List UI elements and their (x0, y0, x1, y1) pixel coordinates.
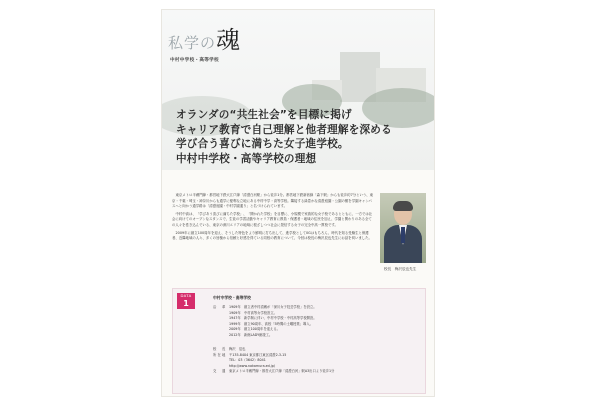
data-label-number: 1 (183, 299, 189, 308)
series-title-big: 魂 (216, 26, 241, 54)
address-line: 〒135-8404 東京都江東区清澄2-3-15 (229, 352, 287, 357)
series-title-main: 私学の (168, 34, 217, 52)
lead-paragraph: 中村中高は、「学びあう喜びに満ちた学校」、「開かれた学校」を目標に、小規模で家族的な女子校であるとともに、一方では社会に向けてのオープンなスタンスで、生徒の学習活動やキャリア教育に教員・保護者・地域の住民を加え、学園と関わりのある全ての人々を巻き込んでいる、東京の深川エリアの地域に根ざしつつ社会に発信する女子の完全中高一貫校です。 (172, 211, 373, 227)
data-label-text: DATA (180, 293, 192, 298)
history-key: 沿 革 (213, 305, 227, 309)
address-key: 所在地 (213, 352, 227, 357)
data-label (177, 293, 195, 309)
history-item: 2012年 新館LADY館竣工。 (229, 332, 273, 337)
headline-line: 学び合う喜びに満ちた女子進学校。 (176, 138, 349, 150)
access-key: 交 通 (213, 369, 227, 374)
photo-caption: 校長 梅沢辰也先生 (384, 267, 417, 271)
principal-hair (393, 201, 413, 211)
lead-paragraph: 東京メトロ半蔵門線・都営地下鉄大江戸線「清澄白河駅」から徒歩1分。都営地下鉄新宿線「森下駅」からも徒歩約7分という、東京・千葉・埼玉・神奈川からも通学に便利な立地にある中村中学・高等学校。隣接する緑豊かな清澄庭園・公園の樹を学園キャンパスへと向かう通学路は「清澄庭園・中村学園通り」と名づけられています。 (172, 193, 374, 209)
history-item: 1999年 創立90周年、高校「5時間の土曜授業」導入。 (229, 321, 313, 326)
data-box (172, 288, 426, 394)
school-name-small: 中村中学校・高等学校 (170, 58, 219, 63)
principal-key: 校 長 (213, 347, 227, 351)
headline-line: オランダの“共生社会”を目標に掲げ (176, 109, 352, 121)
history-list (213, 305, 418, 339)
principal-tie (401, 227, 405, 243)
headline (176, 108, 416, 166)
data-box-title: 中村中学校・高等学校 (213, 295, 251, 300)
headline-line: 中村中学校・高等学校の理想 (176, 152, 317, 165)
history-item: 1909年 中村高等女学校設立。 (229, 310, 277, 315)
history-item: 1947年 新学制に伴い、中村中学校・中村高等学校開設。 (229, 316, 317, 321)
phone-line: TEL：03（3642）8041 (229, 358, 266, 363)
magazine-page (162, 10, 434, 396)
history-item: 2009年 創立100周年を迎える。 (229, 327, 280, 332)
lead-paragraph: 2009年に創立100周年を迎え、そうした特色をより鮮明に打ち出して、進学校として0Gはもちろん、時代を知る受験生と保護者、近隣地域の人々、多くの皆様から信頼と好感を得ている同校の教育について、今回は校長の梅沢辰也先生にお話を伺いました。 (172, 230, 372, 241)
access-line: 東京メトロ半蔵門線・都営大江戸線「清澄白河」駅A3出口より徒歩1分 (229, 369, 335, 374)
principal-photo (380, 193, 426, 263)
history-item: 1909年 創立者中村清蔵が「深川女子技芸学校」を設立。 (229, 305, 317, 309)
headline-line: キャリア教育で自己理解と他者理解を深める (176, 123, 392, 136)
school-info (213, 347, 418, 375)
lead-text (172, 193, 374, 244)
principal-name: 梅沢 辰也 (229, 347, 246, 351)
url-line: http://www.nakamura.ed.jp/ (229, 363, 275, 368)
series-title (168, 20, 240, 55)
